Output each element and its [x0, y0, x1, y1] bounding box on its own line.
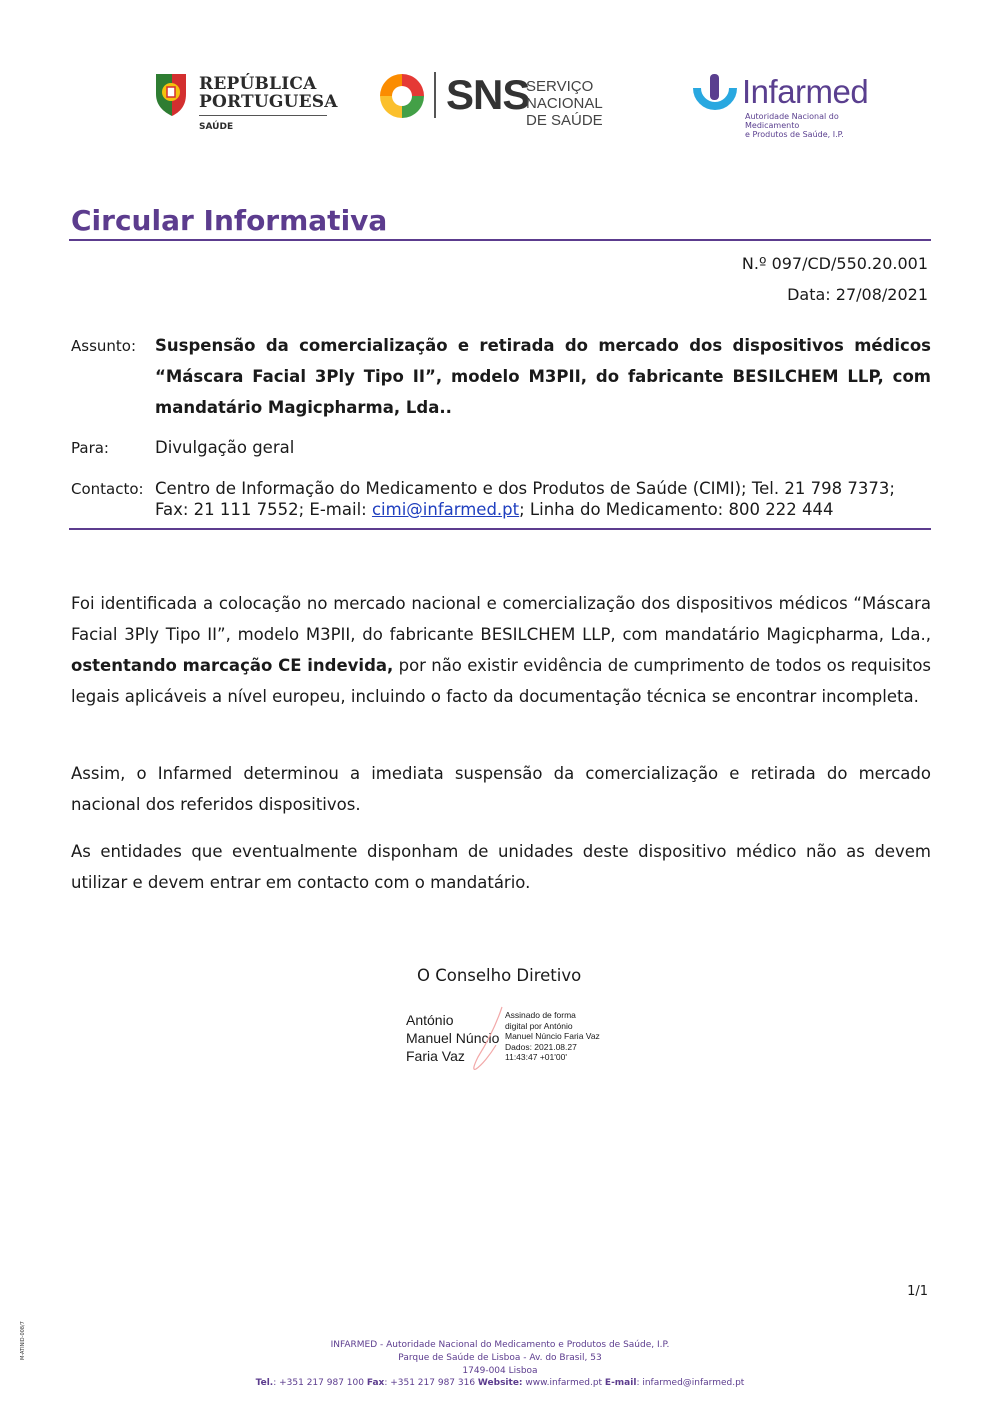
page-number: 1/1	[907, 1284, 928, 1299]
contact-line2	[155, 499, 931, 520]
contact-label: Contacto:	[71, 480, 144, 498]
fields-rule	[69, 528, 931, 530]
p1-b: por não existir evidência de cumprimento de todos os requisitos legais aplicáveis a nível europeu, incluindo o facto da documentação técnica se encontrar incompleta.	[71, 656, 932, 706]
rp-line2: PORTUGUESA	[199, 92, 338, 112]
rp-line1: REPÚBLICA	[199, 74, 317, 94]
sns-separator	[434, 72, 436, 118]
footer-line2: Parque de Saúde de Lisboa - Av. do Brasil, 53	[398, 1353, 602, 1363]
signature-name-1: António	[406, 1012, 454, 1028]
p1-a: Foi identificada a colocação no mercado nacional e comercialização dos dispositivos médicos “Máscara Facial 3Ply Tipo II”, modelo M3PII, do fabricante BESILCHEM LLP, com mandatário Magicpharma, Lda.,	[71, 594, 931, 644]
footer-email-label: E-mail	[604, 1378, 637, 1388]
signature-detail-2: digital por António	[505, 1020, 573, 1031]
body-paragraph-2	[71, 758, 931, 820]
infarmed-emblem-icon	[693, 74, 737, 118]
sns-abbr: SNS	[446, 71, 530, 118]
body-paragraph-1	[71, 588, 931, 712]
p2: Assim, o Infarmed determinou a imediata suspensão da comercialização e retirada do mercado nacional dos referidos dispositivos.	[71, 764, 931, 814]
contact-email-link[interactable]: cimi@infarmed.pt	[371, 500, 520, 519]
footer-line3: 1749-004 Lisboa	[462, 1366, 538, 1376]
portugal-emblem-icon	[152, 72, 190, 118]
footer-email: : infarmed@infarmed.pt	[636, 1378, 745, 1388]
infarmed-logo	[693, 72, 873, 139]
rp-sub: SAÚDE	[199, 122, 234, 132]
title-rule	[69, 239, 931, 241]
footer-contacts	[0, 1377, 1000, 1390]
subject-label: Assunto:	[71, 337, 137, 355]
to-text: Divulgação geral	[155, 438, 295, 457]
document-date: Data: 27/08/2021	[787, 285, 928, 304]
contact-block	[155, 478, 931, 520]
subject-text: Suspensão da comercialização e retirada do mercado dos dispositivos médicos “Máscara Facial 3Ply Tipo II”, modelo M3PII, do fabricante BESILCHEM LLP, com mandatário Magicpharma, Lda..	[155, 336, 931, 417]
signature-details	[505, 1010, 615, 1063]
p3: As entidades que eventualmente disponham de unidades deste dispositivo médico não as devem utilizar e devem entrar em contacto com o mandatário.	[71, 842, 931, 892]
signature-role: O Conselho Diretivo	[417, 966, 582, 985]
footer-web-label: Website:	[477, 1378, 523, 1388]
footer-fax: : +351 217 987 316	[384, 1378, 478, 1388]
body-paragraph-3	[71, 836, 931, 898]
contact-line2-post: ; Linha do Medicamento: 800 222 444	[519, 500, 834, 519]
sns-line2: DE SAÚDE	[526, 112, 603, 129]
infarmed-line2: e Produtos de Saúde, I.P.	[745, 130, 844, 139]
signature-detail-3: Manuel Núncio Faria Vaz	[505, 1031, 600, 1041]
to-label: Para:	[71, 439, 109, 457]
signature-swash-icon	[468, 1005, 508, 1073]
footer-tel-label: Tel.	[255, 1378, 274, 1388]
signature-name-3: Faria Vaz	[406, 1048, 465, 1064]
rp-divider	[199, 115, 327, 116]
footer-line1: INFARMED - Autoridade Nacional do Medicamento e Produtos de Saúde, I.P.	[330, 1340, 670, 1350]
document-title: Circular Informativa	[71, 204, 388, 237]
sns-emblem-icon	[378, 72, 426, 120]
republica-portuguesa-logo	[152, 72, 338, 136]
infarmed-name: Infarmed	[742, 73, 869, 110]
infarmed-line1: Autoridade Nacional do Medicamento	[745, 112, 839, 130]
document-number: N.º 097/CD/550.20.001	[741, 254, 928, 273]
footer-web: www.infarmed.pt	[522, 1378, 605, 1388]
signature-name-2: Manuel Núncio	[406, 1030, 500, 1046]
form-code: M-ATINID-008/7	[20, 1321, 26, 1360]
contact-line1: Centro de Informação do Medicamento e dos Produtos de Saúde (CIMI); Tel. 21 798 7373;	[155, 479, 895, 498]
contact-line2-pre: Fax: 21 111 7552; E-mail:	[155, 500, 372, 519]
sns-logo	[378, 70, 653, 129]
signature-detail-4: Dados: 2021.08.27	[505, 1041, 577, 1052]
footer-tel: : +351 217 987 100	[273, 1378, 367, 1388]
sns-line1: SERVIÇO NACIONAL	[526, 78, 603, 112]
signature-detail-5: 11:43:47 +01'00'	[505, 1052, 567, 1062]
footer-fax-label: Fax	[366, 1378, 385, 1388]
p1-bold: ostentando marcação CE indevida,	[71, 656, 394, 675]
signature-detail-1: Assinado de forma	[505, 1010, 576, 1020]
